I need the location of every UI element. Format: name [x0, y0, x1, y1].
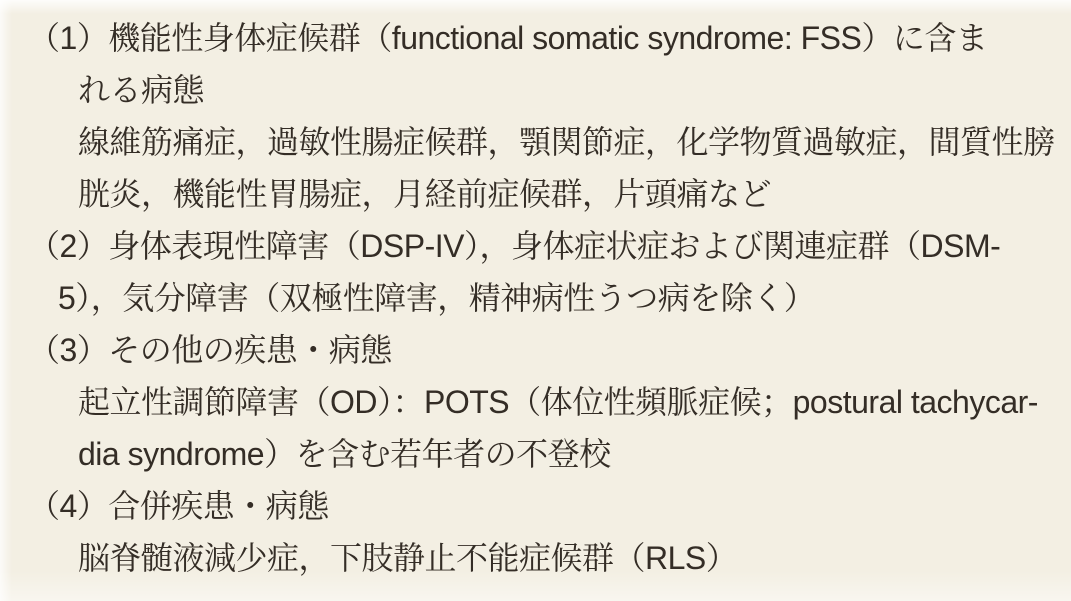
- list-item-2-line: （2）身体表現性障害（DSP-IV），身体症状症および関連症群（DSM-: [28, 228, 1001, 264]
- list-item-3-line: （3）その他の疾患・病態: [28, 332, 392, 368]
- list-item-1-wrap-line: れる病態: [78, 72, 205, 108]
- list-item-3-content-line: 起立性調節障害（OD）：POTS（体位性頻脈症候；postural tachycar-: [78, 384, 1038, 420]
- list-item-1-content-line: 線維筋痛症，過敏性腸症候群，顎関節症，化学物質過敏症，間質性膀: [78, 124, 1055, 160]
- list-item-4-line: （4）合併疾患・病態: [28, 488, 329, 524]
- list-item-1-line: （1）機能性身体症候群（functional somatic syndrome: FSS）に含ま: [28, 20, 988, 56]
- list-item-1-content-wrap-line: 胱炎，機能性胃腸症，月経前症候群，片頭痛など: [78, 176, 772, 212]
- list-item-4-content-line: 脳脊髄液減少症，下肢静止不能症候群（RLS）: [78, 540, 738, 576]
- list-item-3-content-wrap-line: dia syndrome）を含む若年者の不登校: [78, 436, 611, 472]
- list-item-2-wrap-line: 5），気分障害（双極性障害，精神病性うつ病を除く）: [58, 280, 816, 316]
